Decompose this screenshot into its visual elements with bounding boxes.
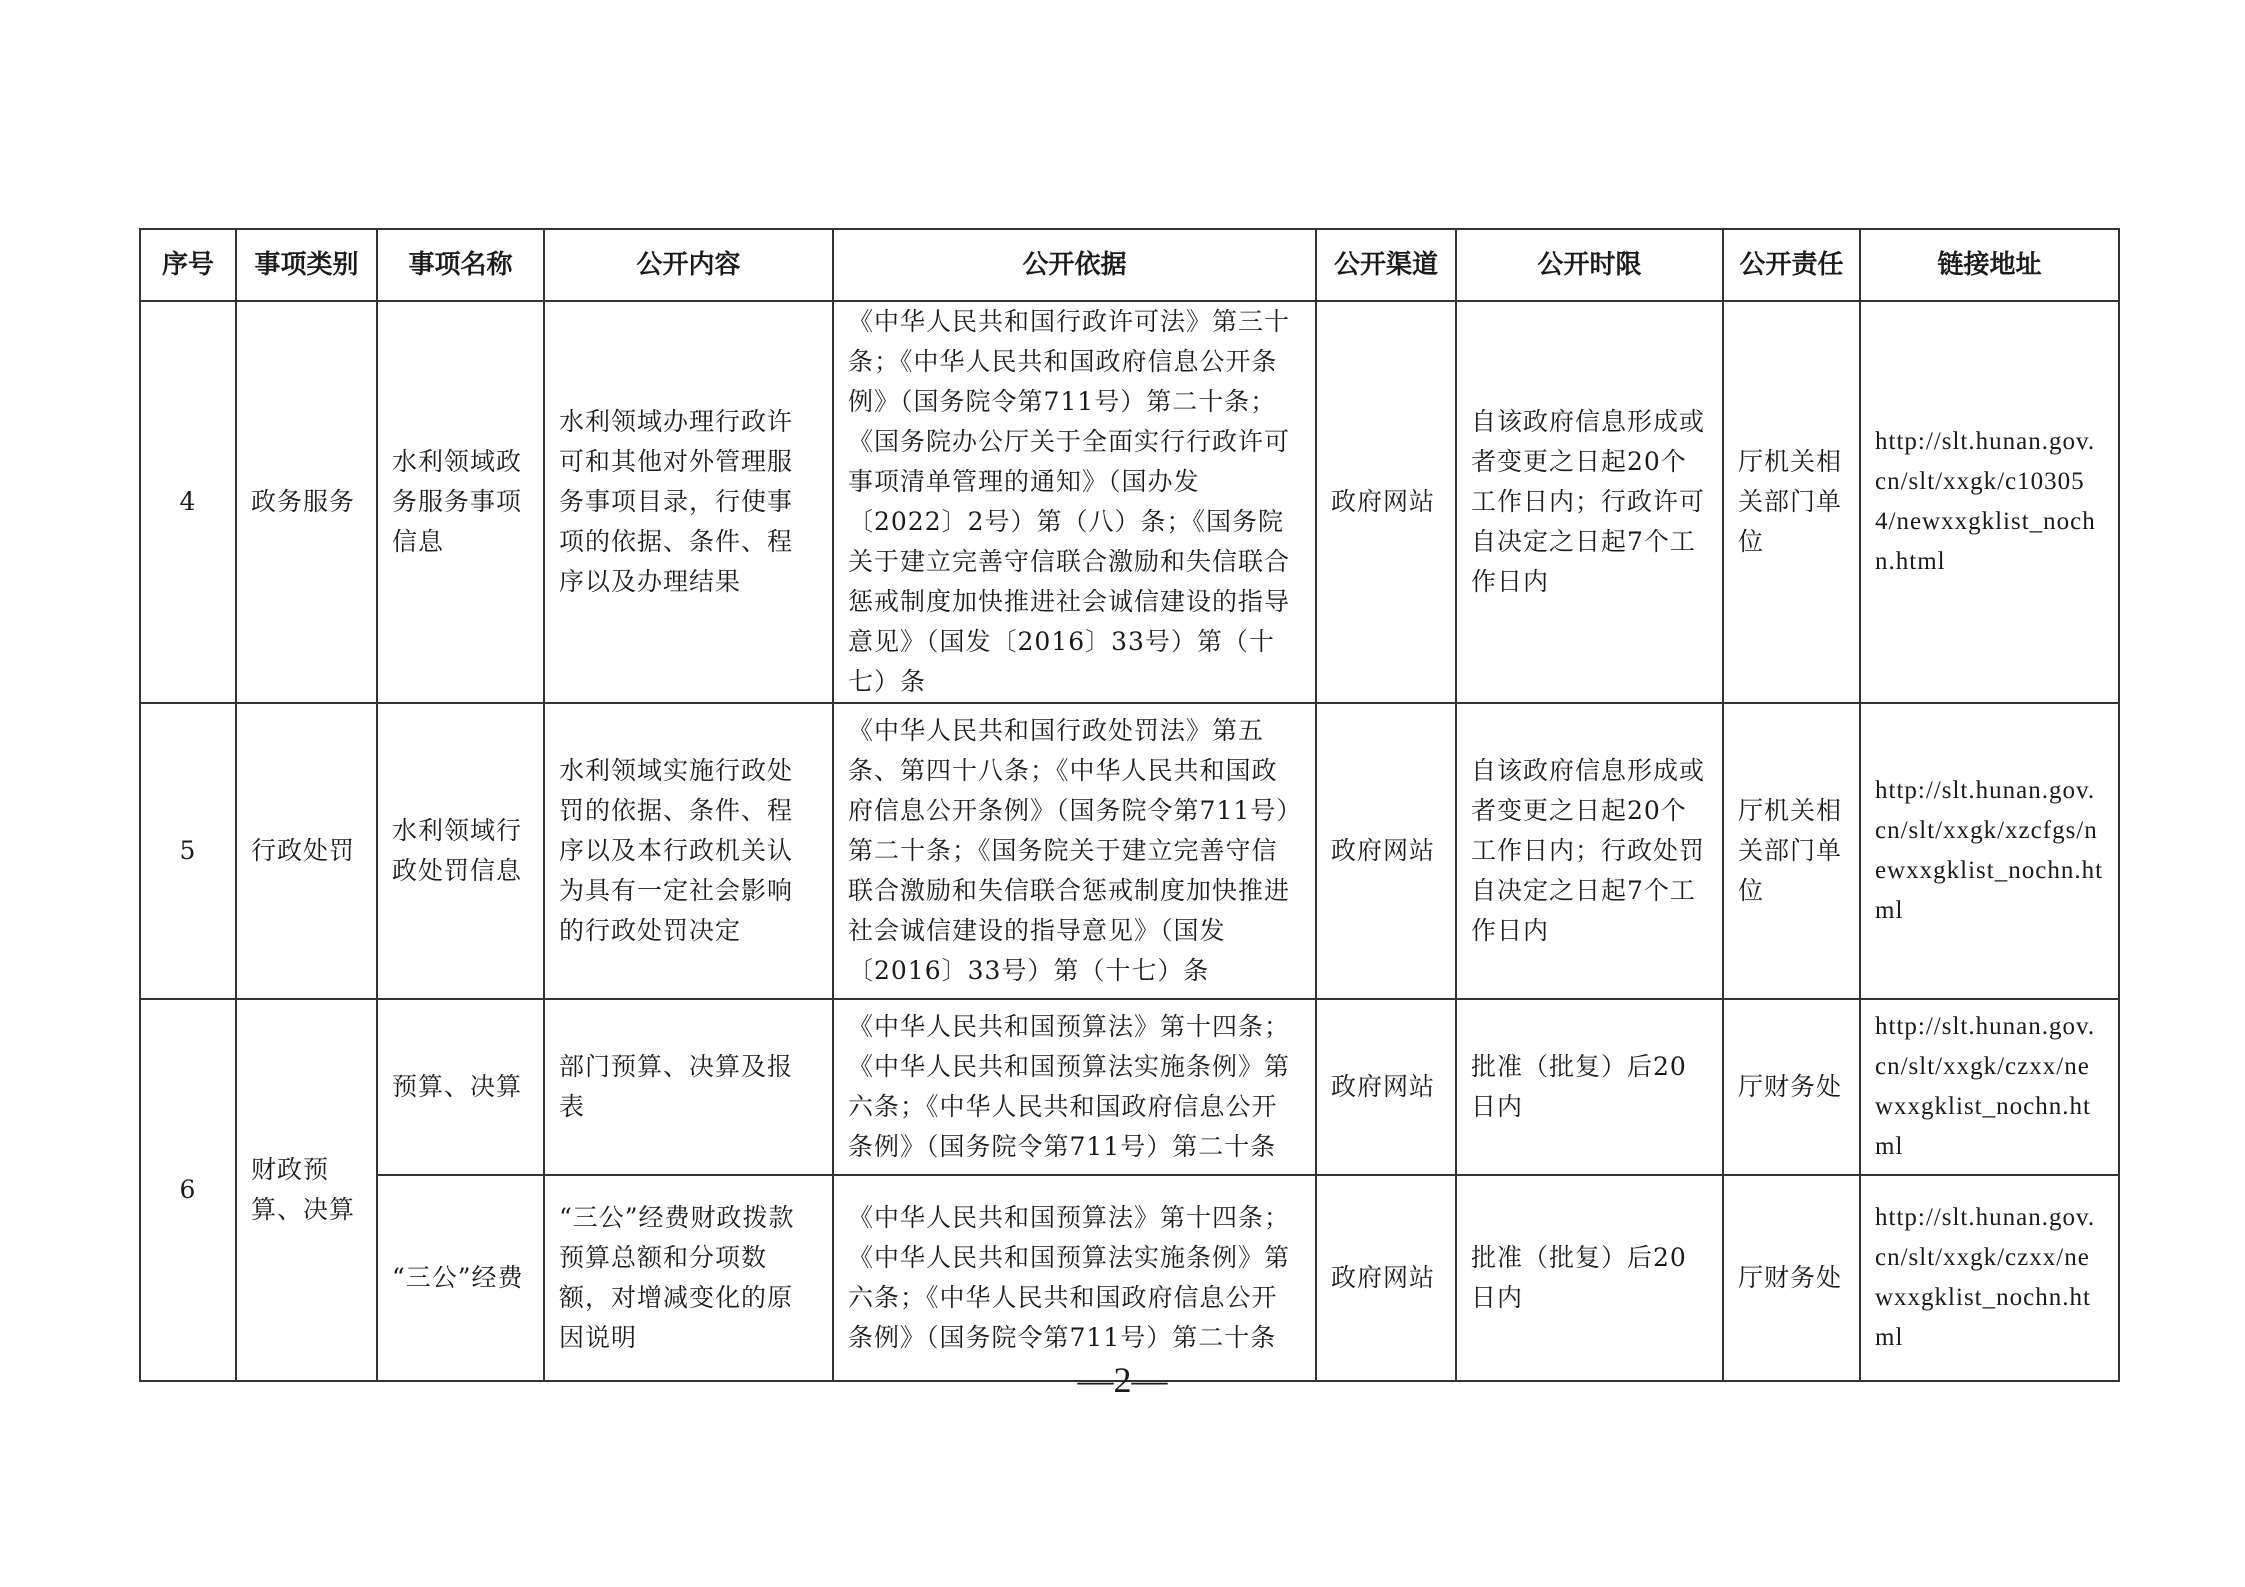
row-link: http://slt.hunan.gov.cn/slt/xxgk/czxx/newxxgklist_nochn.html	[1860, 999, 2119, 1175]
row-basis: 《中华人民共和国预算法》第十四条；《中华人民共和国预算法实施条例》第六条；《中华人民共和国政府信息公开条例》（国务院令第711号）第二十条	[833, 999, 1316, 1175]
table-header-row	[140, 229, 2119, 301]
header-channel: 公开渠道	[1316, 229, 1456, 301]
row-channel: 政府网站	[1316, 1175, 1456, 1381]
row-category: 财政预算、决算	[236, 999, 377, 1381]
row-link: http://slt.hunan.gov.cn/slt/xxgk/czxx/newxxgklist_nochn.html	[1860, 1175, 2119, 1381]
row-responsibility: 厅财务处	[1723, 999, 1860, 1175]
row-time-limit: 自该政府信息形成或者变更之日起20个工作日内；行政处罚自决定之日起7个工作日内	[1456, 703, 1723, 999]
table-row	[140, 301, 2119, 703]
row-number: 5	[140, 703, 236, 999]
row-time-limit: 自该政府信息形成或者变更之日起20个工作日内；行政许可自决定之日起7个工作日内	[1456, 301, 1723, 703]
header-name: 事项名称	[377, 229, 544, 301]
row-link: http://slt.hunan.gov.cn/slt/xxgk/c103054/newxxgklist_nochn.html	[1860, 301, 2119, 703]
row-name: 水利领域政务服务事项信息	[377, 301, 544, 703]
table-row	[140, 1175, 2119, 1381]
header-number: 序号	[140, 229, 236, 301]
row-responsibility: 厅机关相关部门单位	[1723, 703, 1860, 999]
row-link: http://slt.hunan.gov.cn/slt/xxgk/xzcfgs/newxxgklist_nochn.html	[1860, 703, 2119, 999]
row-channel: 政府网站	[1316, 999, 1456, 1175]
page-number: —2—	[1077, 1360, 1168, 1400]
row-content: 水利领域办理行政许可和其他对外管理服务事项目录，行使事项的依据、条件、程序以及办理结果	[544, 301, 833, 703]
row-category: 行政处罚	[236, 703, 377, 999]
header-responsibility: 公开责任	[1723, 229, 1860, 301]
header-basis: 公开依据	[833, 229, 1316, 301]
row-time-limit: 批准（批复）后20日内	[1456, 1175, 1723, 1381]
table-row	[140, 999, 2119, 1175]
row-content: 部门预算、决算及报表	[544, 999, 833, 1175]
row-number: 6	[140, 999, 236, 1381]
row-basis: 《中华人民共和国预算法》第十四条；《中华人民共和国预算法实施条例》第六条；《中华人民共和国政府信息公开条例》（国务院令第711号）第二十条	[833, 1175, 1316, 1381]
row-name: 预算、决算	[377, 999, 544, 1175]
row-content: 水利领域实施行政处罚的依据、条件、程序以及本行政机关认为具有一定社会影响的行政处罚决定	[544, 703, 833, 999]
row-basis: 《中华人民共和国行政许可法》第三十条；《中华人民共和国政府信息公开条例》（国务院令第711号）第二十条；《国务院办公厅关于全面实行行政许可事项清单管理的通知》（国办发〔2022〕2号）第（八）条；《国务院关于建立完善守信联合激励和失信联合惩戒制度加快推进社会诚信建设的指导意见》（国发〔2016〕33号）第（十七）条	[833, 301, 1316, 703]
header-content: 公开内容	[544, 229, 833, 301]
row-basis: 《中华人民共和国行政处罚法》第五条、第四十八条；《中华人民共和国政府信息公开条例》（国务院令第711号）第二十条；《国务院关于建立完善守信联合激励和失信联合惩戒制度加快推进社会诚信建设的指导意见》（国发〔2016〕33号）第（十七）条	[833, 703, 1316, 999]
row-responsibility: 厅机关相关部门单位	[1723, 301, 1860, 703]
table-row	[140, 703, 2119, 999]
row-name: “三公”经费	[377, 1175, 544, 1381]
row-channel: 政府网站	[1316, 301, 1456, 703]
header-link: 链接地址	[1860, 229, 2119, 301]
row-category: 政务服务	[236, 301, 377, 703]
row-number: 4	[140, 301, 236, 703]
row-responsibility: 厅财务处	[1723, 1175, 1860, 1381]
header-category: 事项类别	[236, 229, 377, 301]
disclosure-table	[139, 228, 2120, 1382]
row-channel: 政府网站	[1316, 703, 1456, 999]
row-name: 水利领域行政处罚信息	[377, 703, 544, 999]
row-time-limit: 批准（批复）后20日内	[1456, 999, 1723, 1175]
row-content: “三公”经费财政拨款预算总额和分项数额，对增减变化的原因说明	[544, 1175, 833, 1381]
header-time-limit: 公开时限	[1456, 229, 1723, 301]
